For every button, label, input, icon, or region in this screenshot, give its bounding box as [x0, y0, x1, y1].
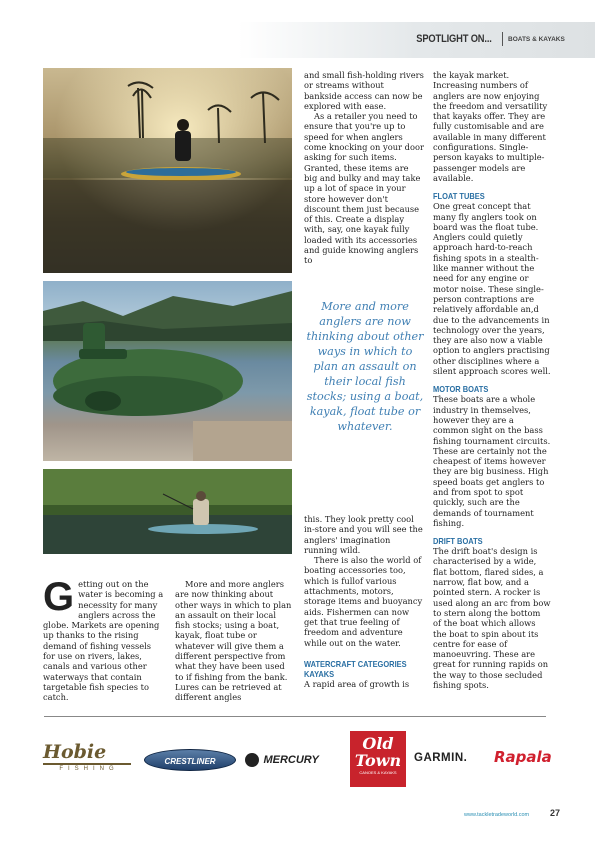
intro-column — [43, 575, 165, 703]
column-three-paragraph-3: this. They look pretty cool in-store and you will see the anglers' imagination running wild. — [304, 514, 423, 555]
hobie-fishing-logo: Hobie FISHING — [43, 742, 135, 776]
header-divider — [502, 32, 503, 46]
kayaks-heading: KAYAKS — [304, 668, 335, 679]
page-number: 27 — [550, 808, 561, 818]
logo-divider — [44, 716, 546, 717]
garmin-logo: GARMIN. — [414, 752, 468, 764]
float-tubes-heading: FLOAT TUBES — [433, 191, 485, 202]
column-three-paragraph-1: and small fish-holding rivers or streams without bankside access can now be explored with ease. — [304, 70, 424, 111]
pull-quote: More and more anglers are now thinking about other ways in which to plan an assault on their local fish stocks; using a boat, kayak, float tube or whatever. — [306, 300, 424, 433]
green-pontoon-boat-photo — [43, 281, 292, 461]
kayaks-paragraph-end: the kayak market. Increasing numbers of anglers are now enjoying the freedom and versatility that kayaks offer. They are fully customisable and are available in many different configurations. Single-person kayaks to multiple-passenger models are available. — [433, 70, 548, 183]
header-banner — [0, 22, 595, 58]
column-three-bottom — [304, 514, 424, 689]
header-title: SPOTLIGHT ON... — [416, 33, 492, 45]
column-three-paragraph-2: As a retailer you need to ensure that you're up to speed for when anglers come knocking on your door asking for such items. Granted, these items are big and bulky and may take up a lot of space in your store however don't discount them just because of this. Create a display with, say, one kayak fully loaded with its accessories and guide knowing anglers to — [304, 111, 424, 266]
intro-paragraph — [43, 575, 165, 703]
column-two-paragraph: More and more anglers are now thinking about other ways in which to plan an assault on their local fish stocks; using a boat, kayak, float tube or whatever will give them a different perspective from what they have been used to if fishing from the bank. Lures can be retrieved at different angles — [175, 579, 292, 703]
drop-cap: G — [43, 575, 75, 619]
column-three-top — [304, 70, 424, 266]
kayak-angler-lake-photo — [43, 469, 292, 554]
kayaks-paragraph-start: A rapid area of growth is — [304, 678, 410, 689]
drift-boats-heading: DRIFT BOATS — [433, 536, 483, 547]
drift-boats-paragraph: The drift boat's design is characterised by a wide, flat bottom, flared sides, a narrow, flat bow, and a pointed stern. A rocker is used along an arc from bow to stern along the bottom of the boat which allows the boat to spin about its centre for ease of manoeuvring. These are great for running rapids on the way to those secluded fishing spots. — [433, 546, 551, 691]
intro-text: etting out on the water is becoming a necessity for many anglers across the globe. Markets are opening up thanks to the rising demand of fishing vessels for use on rivers, lakes, canals and various other waterways that contain targetable fish species to catch. — [43, 579, 164, 703]
crestliner-logo: CRESTLINER — [144, 749, 236, 771]
motor-boats-heading: MOTOR BOATS — [433, 384, 489, 395]
column-two-text — [175, 579, 293, 703]
old-town-logo: Old Town CANOES & KAYAKS — [350, 731, 406, 787]
footer-website: www.tackletradeworld.com — [464, 812, 530, 818]
watercraft-categories-heading: WATERCRAFT CATEGORIES — [304, 658, 407, 669]
header-section-label: BOATS & KAYAKS — [508, 36, 565, 43]
mercury-logo: MERCURY — [245, 751, 335, 769]
float-tubes-paragraph: One great concept that many fly anglers took on board was the float tube. Anglers could quietly approach hard-to-reach fishing spots in a stealth-like manner without the need for any engine or motor noise. These single-person contraptions are relatively affordable an,d due to the advancements in technology over the years, they are also now a viable option to anglers practising other disciplines where a silent approach scores well. — [433, 201, 551, 377]
kayak-angler-sunset-photo — [43, 68, 292, 273]
rapala-logo: Rapala — [494, 748, 552, 766]
column-three-paragraph-4: There is also the world of boating accessories too, which is fullof various attachments, motors, storage items and buoyancy aids. Fishermen can now get that true feeling of freedom and adventure while out on the water. — [304, 555, 423, 648]
column-four — [433, 70, 551, 690]
motor-boats-paragraph: These boats are a whole industry in themselves, however they are a common sight on the bass fishing tournament circuits. These are certainly not the cheapest of items however they are big business. High speed boats get anglers to and from spot to spot quickly, such are the demands of tournament fishing. — [433, 394, 551, 528]
mercury-emblem-icon — [245, 753, 259, 767]
